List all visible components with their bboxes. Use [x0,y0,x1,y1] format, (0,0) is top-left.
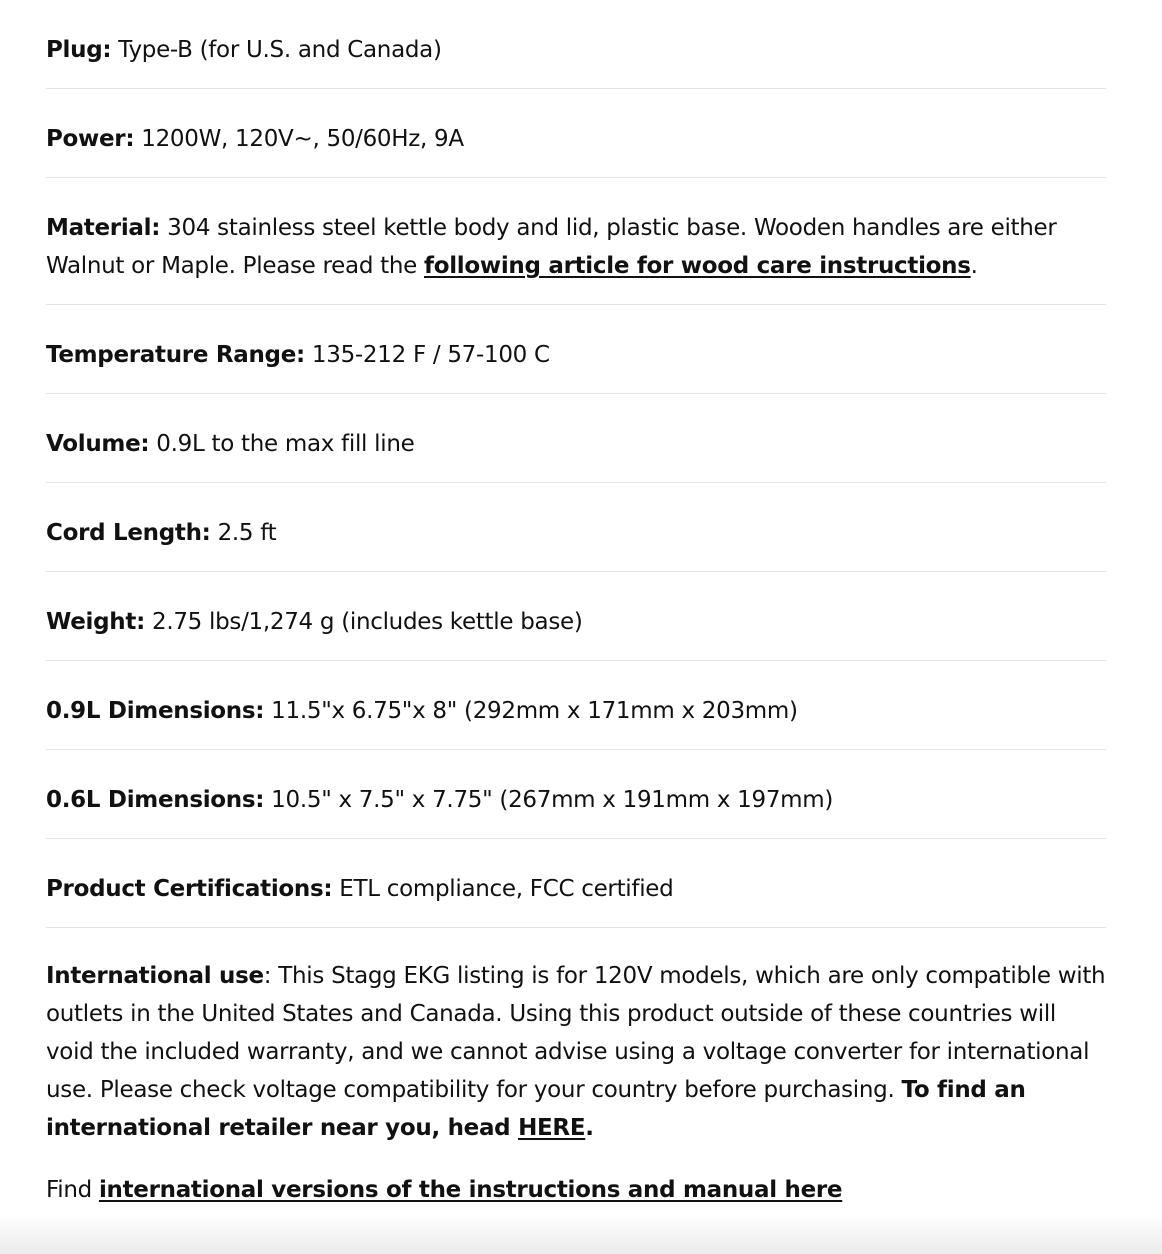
international-retailer-end: . [585,1115,594,1141]
international-manual-link[interactable]: international versions of the instructions and manual here [98,1177,843,1203]
spec-value: ETL compliance, FCC certified [332,876,674,902]
spec-value: Type-B (for U.S. and Canada) [111,37,442,63]
spec-weight [46,572,1106,661]
spec-label: Plug: [46,37,112,63]
international-use-text: : This Stagg EKG listing is for 120V models, which are only compatible with outlets in the United States and Canada. Using this product outside of these countries will void the included warranty, and we cannot advise using a voltage converter for international use. Please check voltage compatibility for your country before purchasing. [46,963,1106,1103]
spec-dimensions-09l [46,661,1106,750]
spec-value: 0.9L to the max fill line [149,431,415,457]
spec-temperature-range [46,305,1106,394]
spec-certifications [46,839,1106,928]
international-use-label: International use [46,963,264,989]
spec-value: 135-212 F / 57-100 C [304,342,550,368]
spec-plug [46,0,1106,89]
spec-label: Product Certifications: [46,876,333,902]
spec-label: Cord Length: [46,520,211,546]
international-retailer-link[interactable]: HERE [518,1115,586,1141]
spec-cord-length [46,483,1106,572]
spec-label: Temperature Range: [46,342,305,368]
spec-value: 304 stainless steel kettle body and lid, plastic base. Wooden handles are either Walnut or Maple. Please read the [46,215,1057,279]
spec-value: 1200W, 120V~, 50/60Hz, 9A [134,126,464,152]
find-prefix: Find [46,1177,99,1203]
spec-volume [46,394,1106,483]
find-manual-line [46,1171,1106,1209]
spec-value-end: . [970,253,978,279]
international-retailer-text: To find an international retailer near you, head [46,1077,1026,1141]
spec-value: 2.75 lbs/1,274 g (includes kettle base) [144,609,583,635]
spec-value: 10.5" x 7.5" x 7.75" (267mm x 191mm x 197mm) [264,787,834,813]
spec-label: Volume: [46,431,150,457]
spec-value: 2.5 ft [210,520,277,546]
spec-value: 11.5"x 6.75"x 8" (292mm x 171mm x 203mm) [264,698,798,724]
spec-label: Material: [46,215,161,241]
product-specs [46,0,1106,1209]
spec-material [46,178,1106,305]
international-use-paragraph [46,928,1106,1147]
spec-label: Weight: [46,609,145,635]
spec-dimensions-06l [46,750,1106,839]
spec-power [46,89,1106,178]
bottom-shadow [0,1214,1162,1254]
spec-label: 0.9L Dimensions: [46,698,265,724]
spec-label: 0.6L Dimensions: [46,787,265,813]
spec-label: Power: [46,126,135,152]
wood-care-article-link[interactable]: following article for wood care instructions [424,253,971,279]
